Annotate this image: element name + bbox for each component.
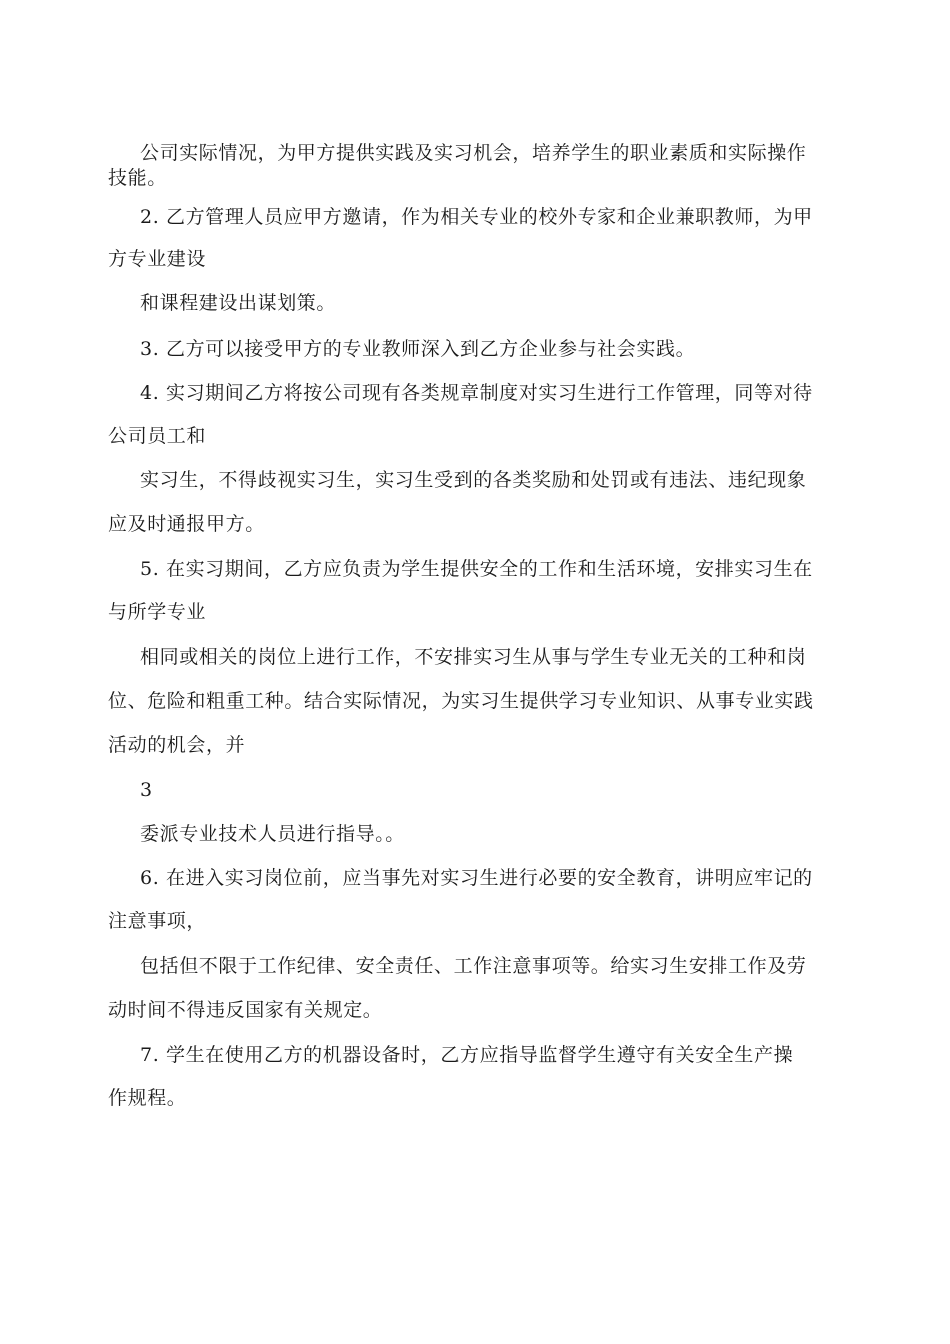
text-line: 作规程。 xyxy=(108,1087,187,1109)
text-line: 7. 学生在使用乙方的机器设备时，乙方应指导监督学生遵守有关安全生产操 xyxy=(140,1044,794,1066)
text-line: 相同或相关的岗位上进行工作，不安排实习生从事与学生专业无关的工种和岗 xyxy=(140,646,807,668)
text-line: 6. 在进入实习岗位前，应当事先对实习生进行必要的安全教育，讲明应牢记的 xyxy=(140,867,813,889)
text-line: 公司实际情况，为甲方提供实践及实习机会，培养学生的职业素质和实际操作 xyxy=(140,142,807,164)
text-line: 公司员工和 xyxy=(108,425,207,447)
text-line: 方专业建设 xyxy=(108,248,207,270)
text-line: 包括但不限于工作纪律、安全责任、工作注意事项等。给实习生安排工作及劳 xyxy=(140,955,807,977)
text-line: 与所学专业 xyxy=(108,601,207,623)
page-number: 3 xyxy=(140,779,153,801)
text-line: 委派专业技术人员进行指导。。 xyxy=(140,823,405,845)
text-line: 注意事项， xyxy=(108,910,207,932)
text-line: 和课程建设出谋划策。 xyxy=(140,292,337,314)
text-line: 4. 实习期间乙方将按公司现有各类规章制度对实习生进行工作管理，同等对待 xyxy=(140,382,813,404)
text-line: 实习生，不得歧视实习生，实习生受到的各类奖励和处罚或有违法、违纪现象 xyxy=(140,469,807,491)
text-line: 2. 乙方管理人员应甲方邀请，作为相关专业的校外专家和企业兼职教师，为甲 xyxy=(140,206,813,228)
text-line: 技能。 xyxy=(108,167,167,189)
text-line: 5. 在实习期间，乙方应负责为学生提供安全的工作和生活环境，安排实习生在 xyxy=(140,558,813,580)
text-line: 位、危险和粗重工种。结合实际情况，为实习生提供学习专业知识、从事专业实践 xyxy=(108,690,814,712)
text-line: 3. 乙方可以接受甲方的专业教师深入到乙方企业参与社会实践。 xyxy=(140,338,696,360)
text-line: 应及时通报甲方。 xyxy=(108,513,265,535)
text-line: 动时间不得违反国家有关规定。 xyxy=(108,999,383,1021)
text-line: 活动的机会，并 xyxy=(108,734,246,756)
